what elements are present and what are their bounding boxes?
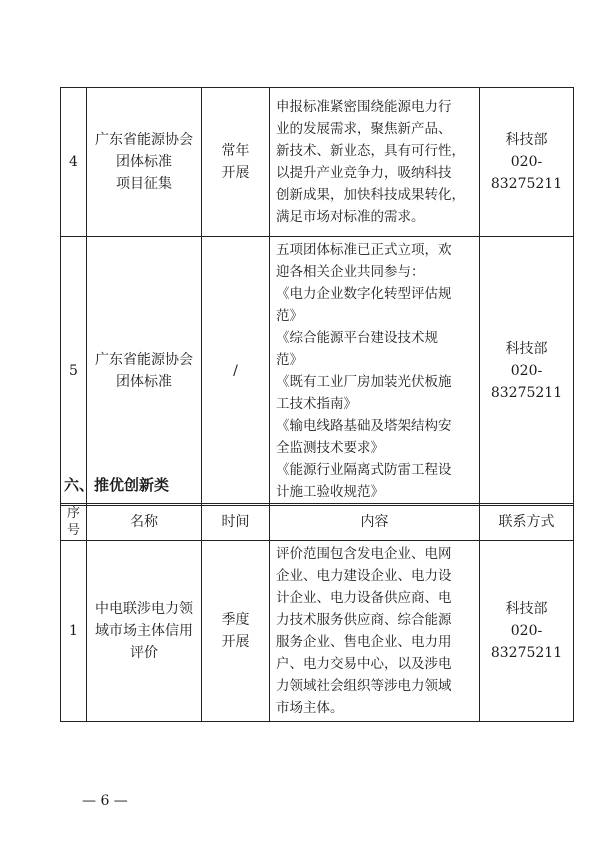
content-line: 满足市场对标准的需求。 — [276, 209, 425, 225]
header-content: 内容 — [270, 504, 480, 541]
name-line: 广东省能源协会 — [95, 352, 193, 368]
contact-line: 科技部 — [505, 601, 548, 617]
contact-line: 020-83275211 — [490, 623, 563, 661]
contact-line: 020-83275211 — [490, 154, 563, 192]
contact-line: 020-83275211 — [490, 363, 563, 401]
activities-table-continued — [60, 87, 574, 506]
content-cell — [270, 237, 480, 506]
section-heading: 六、推优创新类 — [64, 476, 170, 494]
time-line: / — [233, 363, 238, 379]
content-line: 服务企业、售电企业、电力用 — [276, 634, 452, 650]
time-cell — [202, 541, 270, 722]
contact-cell — [480, 88, 574, 237]
content-line: 申报标准紧密围绕能源电力行 — [276, 99, 452, 115]
header-name: 名称 — [87, 504, 202, 541]
page-number: — 6 — — [82, 793, 128, 809]
content-line: 《综合能源平台建设技术规 — [276, 330, 438, 346]
header-seq-line: 序 — [66, 506, 80, 521]
content-line: 力技术服务供应商、综合能源 — [276, 612, 452, 628]
content-line: 力领域社会组织等涉电力领域 — [276, 678, 452, 694]
content-line: 范》 — [276, 352, 303, 368]
content-line: 创新成果，加快科技成果转化， — [276, 187, 465, 203]
name-line: 项目征集 — [116, 176, 172, 192]
content-cell — [270, 541, 480, 722]
header-seq-line: 号 — [66, 523, 80, 538]
content-line: 业的发展需求，聚焦新产品、 — [276, 121, 452, 137]
content-line: 户、电力交易中心，以及涉电 — [276, 656, 452, 672]
table-row — [61, 237, 574, 506]
content-line: 计施工验收规范》 — [276, 484, 384, 500]
innovation-table — [60, 503, 574, 722]
content-line: 评价范围包含发电企业、电网 — [276, 546, 452, 562]
time-line: 常年 — [221, 143, 250, 159]
name-cell — [87, 88, 202, 237]
contact-cell — [480, 237, 574, 506]
name-line: 域市场主体信用 — [95, 623, 193, 639]
name-line: 团体标准 — [116, 154, 172, 170]
time-line: 开展 — [221, 634, 250, 650]
seq-cell: 1 — [61, 541, 87, 722]
content-line: 范》 — [276, 308, 303, 324]
header-time: 时间 — [202, 504, 270, 541]
seq-cell: 4 — [61, 88, 87, 237]
content-line: 以提升产业竞争力，吸纳科技 — [276, 165, 452, 181]
contact-line: 科技部 — [505, 132, 548, 148]
content-line: 计企业、电力设备供应商、电 — [276, 590, 452, 606]
name-cell — [87, 541, 202, 722]
table-header-row — [61, 504, 574, 541]
seq-cell: 5 — [61, 237, 87, 506]
content-line: 新技术、新业态，具有可行性， — [276, 143, 465, 159]
header-seq — [61, 504, 87, 541]
name-line: 中电联涉电力领 — [95, 601, 193, 617]
contact-cell — [480, 541, 574, 722]
time-cell — [202, 88, 270, 237]
content-line: 全监测技术要求》 — [276, 440, 384, 456]
header-contact: 联系方式 — [480, 504, 574, 541]
name-line: 团体标准 — [116, 374, 172, 390]
content-line: 《既有工业厂房加装光伏板施 — [276, 374, 452, 390]
content-line: 工技术指南》 — [276, 396, 357, 412]
content-cell — [270, 88, 480, 237]
contact-line: 科技部 — [505, 341, 548, 357]
time-cell — [202, 237, 270, 506]
time-line: 开展 — [221, 165, 250, 181]
content-line: 迎各相关企业共同参与： — [276, 264, 425, 280]
name-cell — [87, 237, 202, 506]
time-line: 季度 — [221, 612, 250, 628]
content-line: 《电力企业数字化转型评估规 — [276, 286, 452, 302]
name-line: 广东省能源协会 — [95, 132, 193, 148]
content-line: 《能源行业隔离式防雷工程设 — [276, 462, 452, 478]
table-row — [61, 88, 574, 237]
content-line: 五项团体标准已正式立项，欢 — [276, 242, 452, 258]
table-row — [61, 541, 574, 722]
content-line: 企业、电力建设企业、电力设 — [276, 568, 452, 584]
content-line: 《输电线路基础及塔架结构安 — [276, 418, 452, 434]
content-line: 市场主体。 — [276, 700, 344, 716]
name-line: 评价 — [130, 645, 158, 661]
